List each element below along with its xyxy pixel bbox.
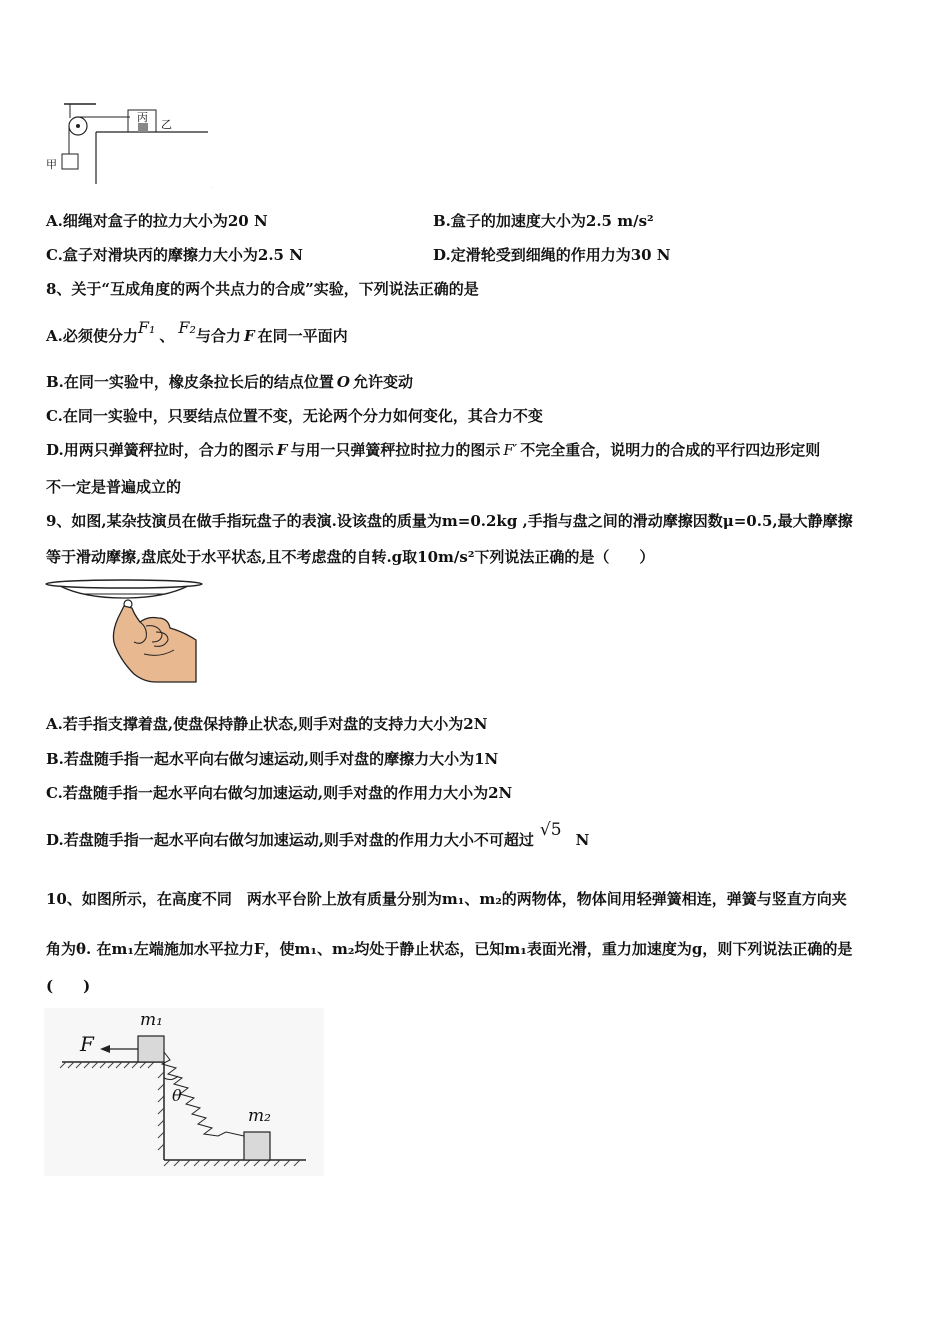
q7-option-a: A.细绳对盒子的拉力大小为20 N — [46, 212, 268, 230]
q8-a-sep: 、 — [159, 327, 175, 345]
q8-a-f: F — [243, 327, 255, 345]
q10-label-m2: m₂ — [248, 1106, 271, 1126]
svg-text:.: . — [211, 184, 213, 189]
q8-d-fprime: F′ — [503, 441, 518, 459]
q7-option-d: D.定滑轮受到细绳的作用力为30 N — [433, 246, 671, 264]
q8-b-post: 允许变动 — [352, 373, 413, 391]
q9-option-c: C.若盘随手指一起水平向右做匀加速运动,则手对盘的作用力大小为2N — [46, 784, 513, 802]
q9-option-a: A.若手指支撑着盘,使盘保持静止状态,则手对盘的支持力大小为2N — [46, 715, 488, 733]
q8-option-d — [46, 440, 820, 460]
q8-d-mid: 与用一只弹簧秤拉时拉力的图示 — [290, 441, 501, 459]
q10-figure — [44, 1008, 324, 1176]
q8-option-d-line2: 不一定是普遍成立的 — [46, 478, 182, 496]
q8-option-a — [46, 318, 348, 346]
q8-d-pre: D.用两只弹簧秤拉时，合力的图示 — [46, 441, 274, 459]
q9-d-pre: D.若盘随手指一起水平向右做匀加速运动,则手对盘的作用力大小不可超过 — [46, 831, 534, 849]
q8-stem: 8、关于“互成角度的两个共点力的合成”实验，下列说法正确的是 — [46, 280, 479, 298]
q8-a-f1: F₁ — [137, 318, 156, 337]
q10-label-theta: θ — [172, 1086, 182, 1105]
q7-option-b: B.盒子的加速度大小为2.5 m/s² — [433, 212, 654, 230]
q9-option-d — [46, 820, 590, 850]
q7-label-bing: 丙 — [137, 111, 148, 124]
q8-d-f: F — [276, 441, 288, 459]
q8-a-f2: F₂ — [178, 318, 196, 337]
q7-option-c: C.盒子对滑块丙的摩擦力大小为2.5 N — [46, 246, 303, 264]
q9-stem-2: 等于滑动摩擦,盘底处于水平状态,且不考虑盘的自转.g取10m/s²下列说法正确的是（ ） — [46, 548, 655, 566]
q8-d-post: 不完全重合，说明力的合成的平行四边形定则 — [520, 441, 821, 459]
q7-figure — [40, 96, 220, 192]
q9-figure-hand-plate — [44, 578, 204, 688]
q8-a-post: 与合力 — [195, 327, 241, 345]
q8-option-b — [46, 372, 413, 392]
q8-a-pre: A.必须使分力 — [46, 327, 138, 345]
q9-d-sqrt: √5 — [539, 820, 562, 840]
q8-a-end: 在同一平面内 — [257, 327, 348, 345]
q8-option-c: C.在同一实验中，只要结点位置不变，无论两个分力如何变化，其合力不变 — [46, 407, 543, 425]
q10-label-f: F — [80, 1032, 94, 1056]
q8-b-pre: B.在同一实验中，橡皮条拉长后的结点位置 — [46, 373, 334, 391]
q10-label-m1: m₁ — [140, 1010, 163, 1030]
q7-label-yi: 乙 — [161, 118, 172, 131]
q8-b-o: O — [336, 373, 350, 391]
q10-line-1: 10、如图所示，在高度不同 两水平台阶上放有质量分别为m₁、m₂的两物体，物体间用轻弹簧相连，弹簧与竖直方向夹 — [46, 890, 847, 908]
q10-line-3: ( ) — [46, 977, 91, 995]
q9-d-unit: N — [575, 831, 590, 849]
q7-label-jia: 甲 — [46, 158, 57, 171]
q9-stem-1: 9、如图,某杂技演员在做手指玩盘子的表演.设该盘的质量为m=0.2kg ,手指与盘之间的滑动摩擦因数μ=0.5,最大静摩擦 — [46, 512, 853, 530]
q9-option-b: B.若盘随手指一起水平向右做匀速运动,则手对盘的摩擦力大小为1N — [46, 750, 499, 768]
q10-line-2: 角为θ. 在m₁左端施加水平拉力F，使m₁、m₂均处于静止状态，已知m₁表面光滑，重力加速度为g，则下列说法正确的是 — [46, 940, 853, 958]
